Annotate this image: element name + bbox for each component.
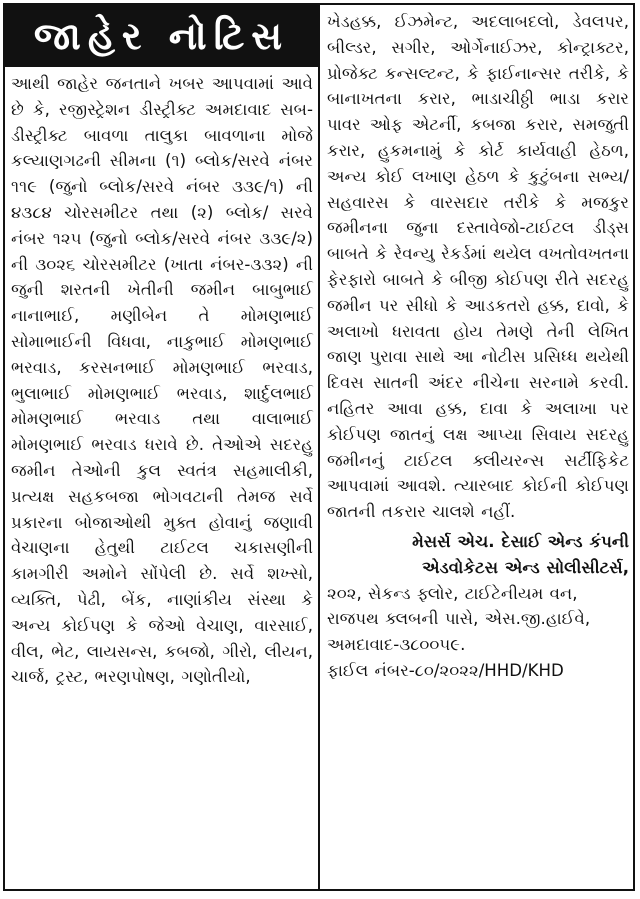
signature-block — [327, 529, 629, 684]
firm-name: મેસર્સ એચ. દેસાઈ એન્ડ કંપની — [412, 531, 629, 551]
notice-column-left — [11, 71, 313, 690]
firm-designation: એડવોકેટસ એન્ડ સોલીસીટર્સ, — [422, 557, 629, 577]
public-notice — [3, 3, 635, 891]
notice-column-right — [327, 9, 629, 684]
notice-body-part2: ખેડહક્ક, ઈઝમેન્ટ, અદલાબદલો, ડેવલપર, બીલ્ડર, સગીર, ઓર્ગેનાઈઝર, કોન્ટ્રાક્ટર, પ્રોજેક્ટ કન્સલ્ટન્ટ, કે ફાઈનાન્સર તરીકે, કે બાનાખતના કરાર, ભાડાચીઠ્ઠી ભાડા કરાર પાવર ઓફ એટર્ની, કબજા કરાર, સમજુતી કરાર, હુકમનામું કે કોર્ટ કાર્યવાહી હેઠળ, અન્ય કોઈ લખાણ હેઠળ કે કુટુંબના સભ્ય/સહવારસ કે વારસદાર તરીકે કે મજકુર જમીનના જુના દસ્તાવેજો-ટાઈટલ ડીડ્સ બાબતે કે રેવન્યુ રેકર્ડમાં થયેલ વખતોવખતના ફેરફારો બાબતે કે બીજી કોઈપણ રીતે સદરહુ જમીન પર સીધો કે આડકતરો હક્ક, દાવો, કે અલાખો ધરાવતા હોય તેમણે તેની લેખિત જાણ પુરાવા સાથે આ નોટીસ પ્રસિધ્ધ થયેથી દિવસ સાતની અંદર નીચેના સરનામે કરવી. નહિતર આવા હક્ક, દાવા કે અલાખા પર કોઈપણ જાતનું લક્ષ આપ્યા સિવાય સદરહુ જમીનનું ટાઈટલ ક્લીયરન્સ સર્ટીફિકેટ આપવામાં આવશે. ત્યારબાદ કોઈની કોઈપણ જાતની તકરાર ચાલશે નહીં. — [327, 12, 629, 522]
column-divider — [318, 5, 320, 889]
notice-body-part1: આથી જાહેર જનતાને ખબર આપવામાં આવે છે કે, રજીસ્ટ્રેશન ડીસ્ટ્રીક્ટ અમદાવાદ સબ-ડીસ્ટ્રીક્ટ બાવળા તાલુકા બાવળાના મોજે કલ્યાણગઢની સીમના (૧) બ્લોક/સરવે નંબર ૧૧૯ (જુનો બ્લોક/સરવે નંબર ૩૩૯/૧) ની ૪૩૮૪ ચોરસમીટર તથા (૨) બ્લોક/ સરવે નંબર ૧૨૫ (જુનો બ્લોક/સરવે નંબર ૩૩૯/૨) ની ૩૦૨૬ ચોરસમીટર (ખાતા નંબર-૩૩૨) ની જુની શરતની ખેતીની જમીન બાબુભાઈ નાનાભાઈ, મણીબેન તે મોમણભાઈ સોમાભાઈની વિધવા, નાકુભાઈ મોમણભાઈ ભરવાડ, કરસનભાઈ મોમણભાઈ ભરવાડ, ભુલાભાઈ મોમણભાઈ ભરવાડ, શાર્દુલભાઈ મોમણભાઈ ભરવાડ તથા વાલાભાઈ મોમણભાઈ ભરવાડ ધરાવે છે. તેઓએ સદરહુ જમીન તેઓની કુલ સ્વતંત્ર સહમાલીકી, પ્રત્યક્ષ સહકબજા ભોગવટાની તેમજ સર્વે પ્રકારના બોજાઓથી મુક્ત હોવાનું જણાવી વેચાણના હેતુથી ટાઈટલ ચકાસણીની કામગીરી અમોને સોંપેલી છે. સર્વે શખ્સો, વ્યક્તિ, પેઢી, બેંક, નાણાંકીય સંસ્થા કે અન્ય કોઈપણ કે જેઓ વેચાણ, વારસાઈ, વીલ, ભેટ, લાયસન્સ, કબજો, ગીરો, લીયન, ચાર્જ, ટ્રસ્ટ, ભરણપોષણ, ગણોતીયો, — [11, 74, 313, 687]
address-line-2: રાજપથ ક્લબની પાસે, એસ.જી.હાઈવે, — [327, 609, 591, 629]
address-line-3: અમદાવાદ-૩૮૦૦૫૯. — [327, 635, 466, 655]
notice-title: જાહેર નોટિસ — [5, 5, 318, 67]
address-line-1: ૨૦૨, સેકન્ડ ફ્લોર, ટાઈટેનીયમ વન, — [327, 583, 578, 603]
file-number: ફાઈલ નંબર-૮૦/૨૦૨૨/HHD/KHD — [327, 660, 564, 680]
